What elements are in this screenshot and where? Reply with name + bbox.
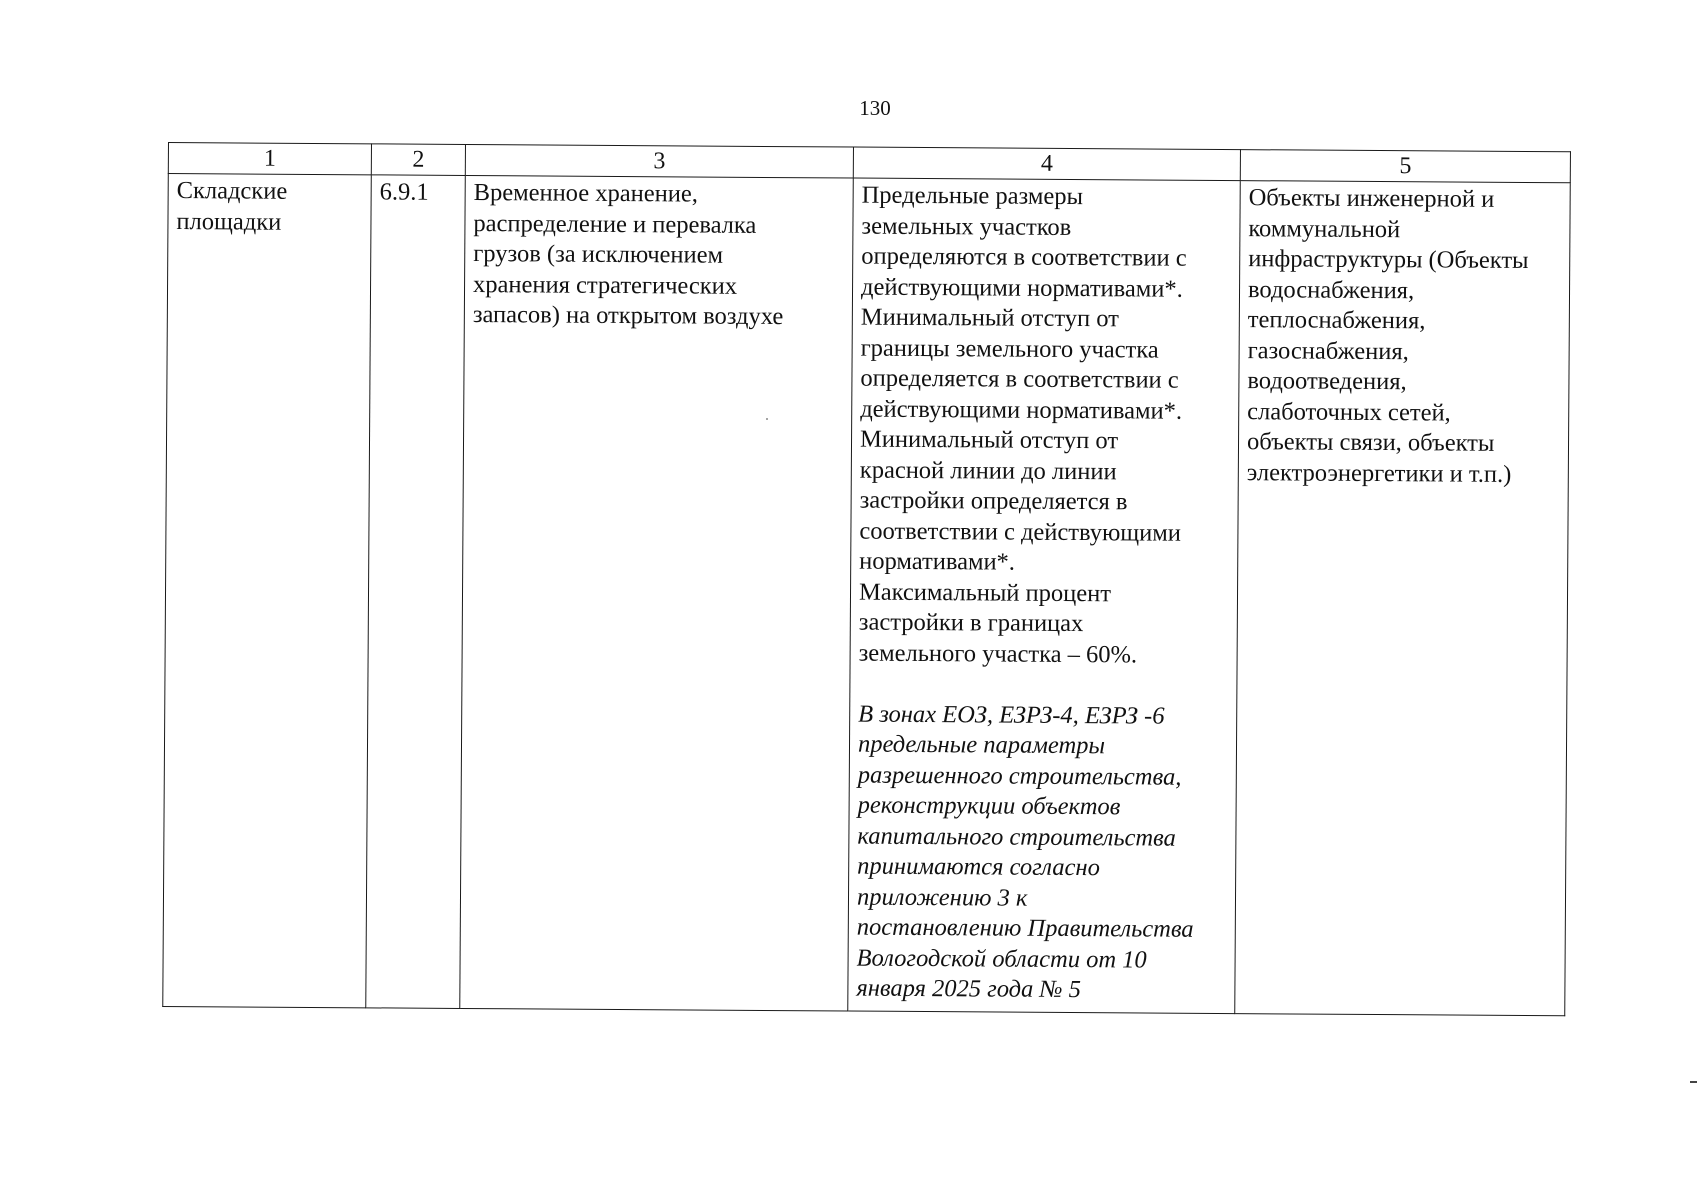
italic-text-line: предельные параметры xyxy=(857,730,1106,760)
text-line: слаботочных сетей, xyxy=(1247,397,1451,427)
text-line: водоотведения, xyxy=(1247,367,1407,396)
header-cell-4: 4 xyxy=(853,147,1240,181)
text-line: красной линии до линии xyxy=(859,456,1117,485)
text-line: соответствии с действующими xyxy=(859,517,1181,547)
text-line: Максимальный процент xyxy=(858,578,1112,607)
text-line: Складские xyxy=(176,177,288,205)
text-line: нормативами*. xyxy=(859,547,1016,576)
text-line: коммунальной xyxy=(1248,214,1401,243)
text-line: земельных участков xyxy=(861,212,1072,241)
page-number: 130 xyxy=(859,96,891,120)
document-table xyxy=(162,142,1571,1016)
text-line: площадки xyxy=(176,207,282,236)
italic-text-line: принимаются согласно xyxy=(857,852,1100,882)
cell-parameters xyxy=(848,178,1241,1014)
text-line: грузов (за исключением xyxy=(473,240,724,269)
cell-auxiliary-objects xyxy=(1235,181,1571,1016)
cell-use-name xyxy=(163,174,372,1008)
italic-text-line: В зонах ЕОЗ, ЕЗРЗ-4, ЕЗРЗ -6 xyxy=(858,700,1165,730)
text-line: запасов) на открытом воздухе xyxy=(472,301,784,331)
italic-text-line: капитального строительства xyxy=(857,822,1176,852)
text-line: земельного участка – 60%. xyxy=(858,639,1138,668)
scan-speck xyxy=(766,418,768,420)
text-line: газоснабжения, xyxy=(1247,336,1409,365)
italic-text-line: Вологодской области от 10 xyxy=(856,944,1147,974)
text-line: Предельные размеры xyxy=(861,181,1084,211)
header-cell-3: 3 xyxy=(465,144,853,178)
paragraph-gap xyxy=(858,669,1228,702)
text-line: 6.9.1 xyxy=(379,178,429,206)
text-line: застройки в границах xyxy=(858,608,1084,638)
scan-edge-mark xyxy=(1690,1081,1697,1083)
text-line: застройки определяется в xyxy=(859,486,1128,516)
italic-text-line: реконструкции объектов xyxy=(857,791,1121,821)
cell-use-description xyxy=(460,175,854,1011)
cell-use-code xyxy=(366,175,466,1009)
header-cell-2: 2 xyxy=(371,144,465,176)
text-line: границы земельного участка xyxy=(860,334,1159,364)
table-row xyxy=(163,174,1570,1016)
text-line: инфраструктуры (Объекты xyxy=(1248,245,1529,275)
text-line: Минимальный отступ от xyxy=(859,425,1119,455)
text-line: действующими нормативами*. xyxy=(860,395,1183,425)
italic-text-line: постановлению Правительства xyxy=(856,913,1194,943)
text-line: Минимальный отступ от xyxy=(860,303,1120,333)
text-line: Временное хранение, xyxy=(473,179,698,208)
text-line: действующими нормативами*. xyxy=(860,273,1183,303)
document-table-wrapper xyxy=(162,142,1571,1016)
text-line: распределение и перевалка xyxy=(473,209,757,239)
text-line: определяются в соответствии с xyxy=(861,242,1187,272)
italic-text-line: января 2025 года № 5 xyxy=(856,974,1082,1004)
text-line: электроэнергетики и т.п.) xyxy=(1246,458,1512,488)
header-cell-1: 1 xyxy=(168,143,371,175)
text-line: хранения стратегических xyxy=(472,270,738,300)
text-line: теплоснабжения, xyxy=(1247,306,1426,335)
text-line: определяется в соответствии с xyxy=(860,364,1179,394)
text-line: водоснабжения, xyxy=(1247,275,1415,304)
italic-text-line: разрешенного строительства, xyxy=(857,761,1182,791)
text-line: Объекты инженерной и xyxy=(1248,184,1495,213)
header-cell-5: 5 xyxy=(1240,150,1570,183)
italic-text-line: приложению 3 к xyxy=(856,883,1028,912)
text-line: объекты связи, объекты xyxy=(1246,428,1495,457)
